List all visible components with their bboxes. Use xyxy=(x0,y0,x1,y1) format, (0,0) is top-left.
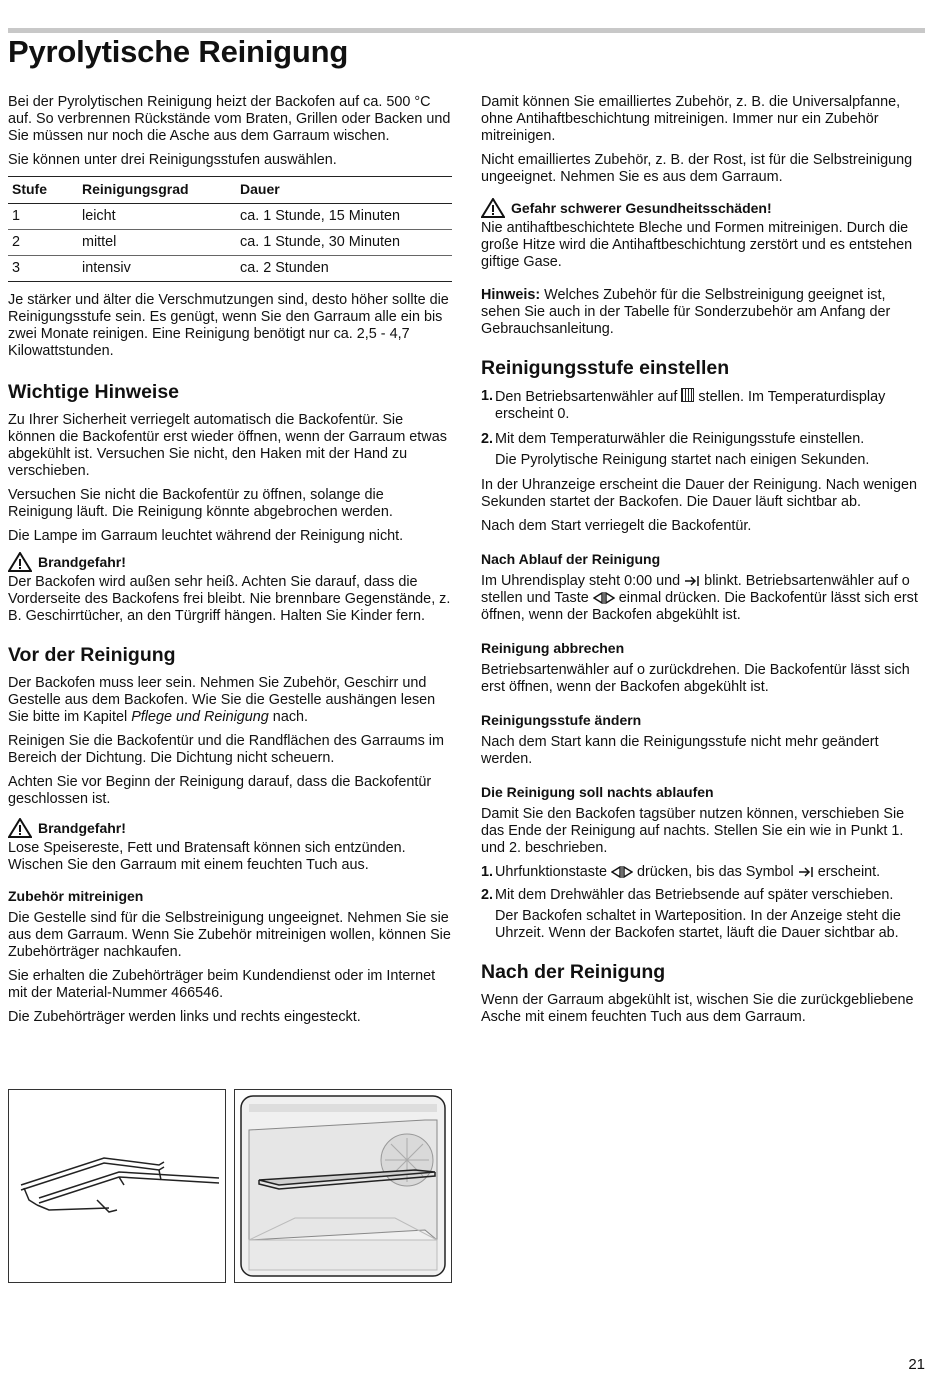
oven-cavity-drawing xyxy=(235,1090,451,1282)
step-text: stellen. Im Temperaturdisplay erscheint 0. xyxy=(495,389,886,422)
heading-wichtige-hinweise: Wichtige Hinweise xyxy=(8,381,180,403)
paragraph: Je stärker und älter die Verschmutzungen sind, desto höher sollte die Reinigungsstufe sein. Es genügt, wenn Sie den Garraum alle ein bis zwei Monate reinigen. Eine Reinigung benötigt nur ca. 2,5 - 4,7 Kilowattstunden. xyxy=(8,292,449,359)
list-item xyxy=(481,431,927,469)
paragraph: Damit Sie den Backofen tagsüber nutzen können, verschieben Sie das Ende der Reinigung auf nachts. Stellen Sie ein wie in Punkt 1. und 2. beschrieben. xyxy=(481,806,905,856)
cleaning-levels-table xyxy=(8,176,452,282)
end-time-arrow-icon xyxy=(798,866,814,878)
table-header: Reinigungsgrad xyxy=(78,177,236,204)
left-column xyxy=(8,94,452,1033)
warning-text: Lose Speisereste, Fett und Bratensaft können sich entzünden. Wischen Sie den Garraum mit einem feuchten Tuch aus. xyxy=(8,840,406,873)
text: Der Backofen muss leer sein. Nehmen Sie Zubehör, Geschirr und Gestelle aus dem Backofen. Wie Sie die Gestelle aushängen lesen Sie bitte im Kapitel xyxy=(8,675,436,725)
paragraph: Nicht emailliertes Zubehör, z. B. der Rost, ist für die Selbstreinigung ungeeignet. Nehmen Sie es aus dem Garraum. xyxy=(481,152,913,185)
step-text: Mit dem Drehwähler das Betriebsende auf später verschieben. xyxy=(495,887,894,903)
text: einmal drücken. Die Backofentür lässt sich erst öffnen, wenn der Backofen abgekühlt ist. xyxy=(481,590,918,623)
list-item xyxy=(481,388,927,423)
step-result: Der Backofen schaltet in Warteposition. In der Anzeige steht die Uhrzeit. Wenn der Backofen startet, läuft die Dauer sichtbar ab. xyxy=(495,908,901,941)
paragraph: Achten Sie vor Beginn der Reinigung darauf, dass die Backofentür geschlossen ist. xyxy=(8,774,432,807)
header-rule xyxy=(8,28,925,33)
paragraph: Die Gestelle sind für die Selbstreinigung ungeeignet. Nehmen Sie sie aus dem Garraum. Wenn Sie Zubehör mitreinigen wollen, können Sie Zubehörträger nachkaufen. xyxy=(8,910,451,960)
paragraph: Wenn der Garraum abgekühlt ist, wischen Sie die zurückgebliebene Asche mit einem feuchten Tuch aus dem Garraum. xyxy=(481,992,914,1025)
text: Im Uhrendisplay steht 0:00 und xyxy=(481,573,685,589)
warning-fire-2 xyxy=(8,818,452,838)
paragraph: Zu Ihrer Sicherheit verriegelt automatisch die Backofentür. Sie können die Backofentür erst wieder öffnen, wenn der Garraum etwas abgekühlt ist. Versuchen Sie nicht, den Haken mit der Hand zu verschieben. xyxy=(8,412,447,479)
oven-interior-illustration xyxy=(234,1089,452,1283)
list-item xyxy=(481,887,927,942)
heading-nach-ablauf: Nach Ablauf der Reinigung xyxy=(481,551,661,567)
text: blinkt. Betriebsartenwähler auf o stellen und Taste xyxy=(481,573,910,606)
heading-abbrechen: Reinigung abbrechen xyxy=(481,640,625,656)
heading-zubehoer: Zubehör mitreinigen xyxy=(8,888,144,904)
warning-fire xyxy=(8,552,452,572)
illustrations xyxy=(8,1089,452,1283)
left-right-key-icon xyxy=(611,866,633,878)
table-row xyxy=(8,230,452,256)
accessory-carrier-illustration xyxy=(8,1089,226,1283)
end-time-arrow-icon xyxy=(684,575,700,587)
warning-title: Brandgefahr! xyxy=(38,553,126,570)
paragraph: Reinigen Sie die Backofentür und die Randflächen des Garraums im Bereich der Dichtung. Die Dichtung nicht scheuern. xyxy=(8,733,444,766)
step-result: Die Pyrolytische Reinigung startet nach einigen Sekunden. xyxy=(495,452,870,468)
paragraph: Die Zubehörträger werden links und rechts eingesteckt. xyxy=(8,1009,361,1025)
warning-title: Brandgefahr! xyxy=(38,819,126,836)
step-text: drücken, bis das Symbol xyxy=(632,864,798,880)
table-row xyxy=(8,256,452,282)
page-number: 21 xyxy=(908,1356,925,1373)
paragraph: Die Lampe im Garraum leuchtet während der Reinigung nicht. xyxy=(8,528,404,544)
right-column xyxy=(481,94,927,1033)
table-cell: leicht xyxy=(78,204,236,230)
left-right-key-icon xyxy=(593,592,615,604)
heading-nachts: Die Reinigung soll nachts ablaufen xyxy=(481,784,714,800)
hint-paragraph xyxy=(481,287,927,338)
paragraph: Betriebsartenwähler auf o zurückdrehen. Die Backofentür lässt sich erst öffnen, wenn der Backofen abgekühlt ist. xyxy=(481,662,910,695)
steps-list xyxy=(481,388,927,469)
step-text: Den Betriebsartenwähler auf xyxy=(495,389,682,405)
paragraph: Versuchen Sie nicht die Backofentür zu öffnen, solange die Reinigung läuft. Die Reinigung könnte abgebrochen werden. xyxy=(8,487,393,520)
table-cell: ca. 1 Stunde, 15 Minuten xyxy=(236,204,452,230)
table-row xyxy=(8,204,452,230)
table-header-row xyxy=(8,177,452,204)
hint-label: Hinweis: xyxy=(481,287,541,303)
table-cell: ca. 1 Stunde, 30 Minuten xyxy=(236,230,452,256)
step-number: 2. xyxy=(481,887,494,903)
paragraph: Nach dem Start verriegelt die Backofentür. xyxy=(481,518,752,534)
paragraph: Sie erhalten die Zubehörträger beim Kundendienst oder im Internet mit der Material-Nummer 466546. xyxy=(8,968,436,1001)
table-cell: 3 xyxy=(8,256,78,282)
warning-title: Gefahr schwerer Gesundheitsschäden! xyxy=(511,199,772,216)
warning-text: Nie antihaftbeschichtete Bleche und Formen mitreinigen. Durch die große Hitze wird die Antihaftbeschichtung zerstört und es entstehen giftige Gase. xyxy=(481,220,913,270)
heading-reinigungsstufe-einstellen: Reinigungsstufe einstellen xyxy=(481,357,730,379)
table-header: Dauer xyxy=(236,177,452,204)
table-header: Stufe xyxy=(8,177,78,204)
step-number: 2. xyxy=(481,431,494,447)
page-title: Pyrolytische Reinigung xyxy=(8,34,349,69)
step-text: Mit dem Temperaturwähler die Reinigungsstufe einstellen. xyxy=(495,431,865,447)
step-number: 1. xyxy=(481,864,494,880)
warning-triangle-icon xyxy=(8,818,32,838)
pyrolysis-mode-icon xyxy=(681,388,694,402)
chapter-reference: Pflege und Reinigung xyxy=(131,709,269,725)
warning-text: Der Backofen wird außen sehr heiß. Achten Sie darauf, dass die Vorderseite des Backofens frei bleibt. Nie brennbare Gegenstände, z. B. Geschirrtücher, an den Türgriff hängen. Halten Sie Kinder fern. xyxy=(8,574,451,624)
paragraph xyxy=(8,675,452,726)
steps-list-night xyxy=(481,864,927,942)
step-text: Uhrfunktionstaste xyxy=(495,864,611,880)
warning-triangle-icon xyxy=(481,198,505,218)
paragraph: Nach dem Start kann die Reinigungsstufe nicht mehr geändert werden. xyxy=(481,734,879,767)
table-cell: 2 xyxy=(8,230,78,256)
heading-nach-der-reinigung: Nach der Reinigung xyxy=(481,961,666,983)
table-cell: intensiv xyxy=(78,256,236,282)
table-cell: mittel xyxy=(78,230,236,256)
paragraph xyxy=(481,573,927,624)
table-cell: 1 xyxy=(8,204,78,230)
warning-health xyxy=(481,198,927,218)
heading-aendern: Reinigungsstufe ändern xyxy=(481,712,642,728)
step-text: erscheint. xyxy=(813,864,881,880)
paragraph: In der Uhranzeige erscheint die Dauer der Reinigung. Nach wenigen Sekunden startet der Backofen. Die Dauer läuft sichtbar ab. xyxy=(481,477,917,510)
intro-paragraph: Bei der Pyrolytischen Reinigung heizt der Backofen auf ca. 500 °C auf. So verbrennen Rückstände vom Braten, Grillen oder Backen und Sie müssen nur noch die Asche aus dem Garraum wischen. xyxy=(8,94,451,144)
paragraph: Damit können Sie emailliertes Zubehör, z. B. die Universalpfanne, ohne Antihaftbeschichtung mitreinigen. Immer nur ein Zubehör mitreinigen. xyxy=(481,94,901,144)
heading-vor-der-reinigung: Vor der Reinigung xyxy=(8,644,176,666)
warning-triangle-icon xyxy=(8,552,32,572)
text: nach. xyxy=(268,709,309,725)
list-item xyxy=(481,864,927,881)
table-cell: ca. 2 Stunden xyxy=(236,256,452,282)
hint-text: Welches Zubehör für die Selbstreinigung geeignet ist, sehen Sie auch in der Tabelle für Sonderzubehör am Anfang der Gebrauchsanleitung. xyxy=(481,287,891,337)
step-number: 1. xyxy=(481,388,494,404)
rack-rails-drawing xyxy=(9,1090,225,1282)
intro-paragraph-2: Sie können unter drei Reinigungsstufen auswählen. xyxy=(8,152,337,168)
